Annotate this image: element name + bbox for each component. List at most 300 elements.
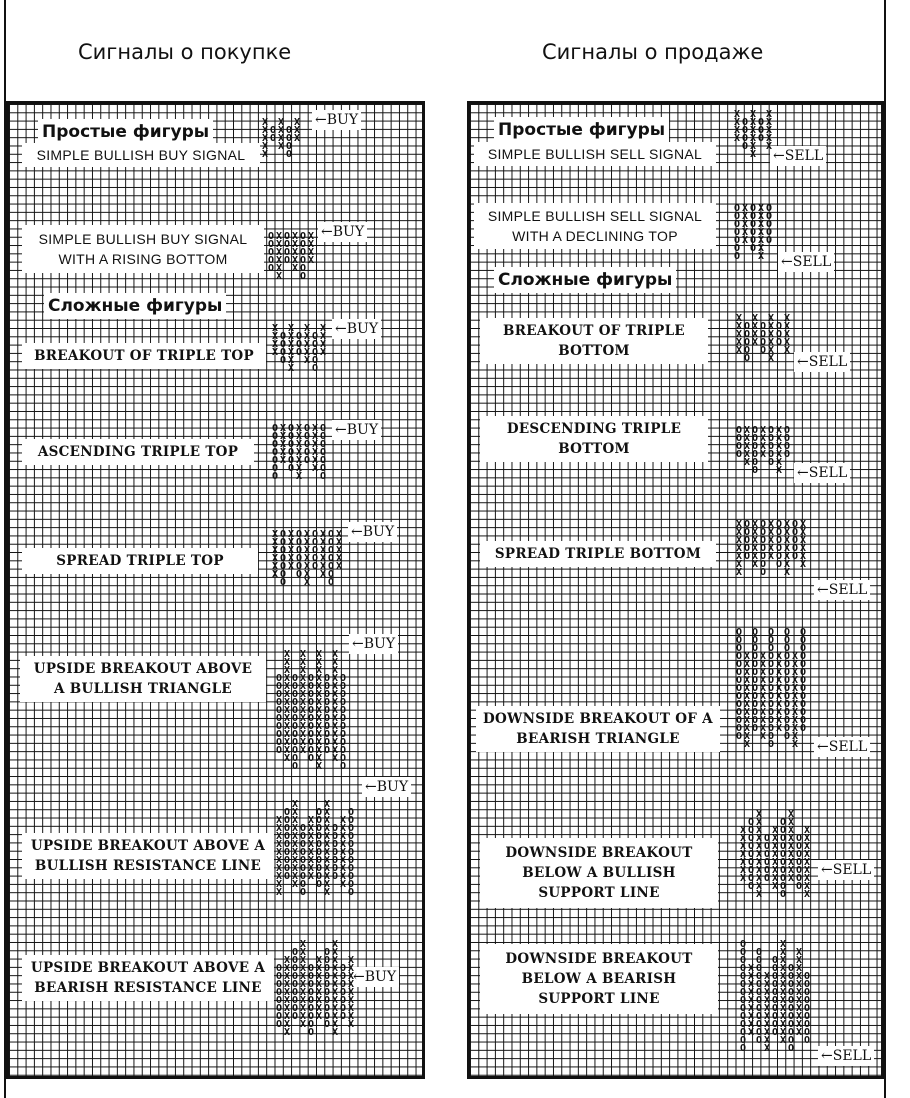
o-mark: O: [340, 963, 347, 974]
o-mark: O: [276, 745, 283, 756]
arrow-left-icon: ←: [817, 582, 829, 598]
o-mark: O: [756, 995, 763, 1006]
o-mark: O: [340, 681, 347, 692]
x-mark: X: [272, 569, 279, 580]
o-mark: O: [736, 691, 743, 702]
o-mark: O: [780, 873, 787, 884]
o-mark: O: [308, 963, 315, 974]
o-mark: O: [268, 239, 275, 250]
x-mark: X: [772, 833, 779, 844]
x-mark: X: [304, 561, 311, 572]
x-mark: X: [316, 745, 323, 756]
o-mark: O: [788, 995, 795, 1006]
o-mark: O: [752, 667, 759, 678]
x-mark: X: [312, 447, 319, 458]
sell-label-spread-triple-bottom-text: SPREAD TRIPLE BOTTOM: [494, 546, 702, 562]
o-mark: O: [316, 847, 323, 858]
buy-label-simple-bullish-text: SIMPLE BULLISH BUY SIGNAL: [36, 147, 246, 163]
o-mark: O: [296, 545, 303, 556]
o-mark: O: [752, 659, 759, 670]
buy-label-rising-bottom: [22, 225, 264, 273]
x-mark: X: [280, 431, 287, 442]
x-mark: X: [744, 675, 751, 686]
x-mark: X: [316, 649, 323, 660]
x-mark: X: [748, 995, 755, 1006]
x-mark: X: [760, 441, 767, 452]
arrow-left-icon: ←: [797, 465, 809, 481]
o-mark: O: [742, 125, 749, 136]
x-mark: X: [772, 881, 779, 892]
x-mark: X: [332, 657, 339, 668]
o-mark: O: [784, 659, 791, 670]
x-mark: X: [756, 881, 763, 892]
buy-signal-3-text: BUY: [346, 321, 379, 337]
x-mark: X: [796, 1003, 803, 1014]
x-mark: X: [340, 871, 347, 882]
o-mark: O: [768, 667, 775, 678]
o-mark: O: [772, 963, 779, 974]
x-mark: X: [316, 753, 323, 764]
x-mark: X: [740, 841, 747, 852]
buy-label-ascending-triple-top: [22, 439, 254, 465]
x-mark: X: [776, 723, 783, 734]
o-mark: O: [752, 457, 759, 468]
buy-pattern-1: [262, 118, 308, 160]
o-mark: O: [284, 239, 291, 250]
x-mark: X: [304, 537, 311, 548]
x-mark: X: [304, 569, 311, 580]
sell-pattern-7: [740, 810, 816, 904]
o-mark: O: [304, 439, 311, 450]
sell-label-declining-top-line1: SIMPLE BULLISH SELL SIGNAL: [487, 208, 703, 224]
x-mark: X: [300, 673, 307, 684]
o-mark: O: [760, 559, 767, 570]
o-mark: O: [308, 971, 315, 982]
o-mark: O: [784, 675, 791, 686]
x-mark: X: [776, 691, 783, 702]
o-mark: O: [766, 235, 773, 246]
x-mark: X: [772, 857, 779, 868]
o-mark: O: [312, 545, 319, 556]
arrow-left-icon: ←: [365, 779, 377, 795]
o-mark: O: [736, 651, 743, 662]
x-mark: X: [292, 263, 299, 274]
x-mark: X: [332, 1027, 339, 1038]
o-mark: O: [768, 731, 775, 742]
sell-label-bullish-support-line3: SUPPORT LINE: [538, 885, 660, 901]
x-mark: X: [292, 847, 299, 858]
x-mark: X: [742, 219, 749, 230]
o-mark: O: [296, 569, 303, 580]
x-mark: X: [744, 707, 751, 718]
x-mark: X: [792, 731, 799, 742]
x-mark: X: [780, 955, 787, 966]
x-mark: X: [280, 447, 287, 458]
o-mark: O: [316, 839, 323, 850]
x-mark: X: [276, 879, 283, 890]
x-mark: X: [288, 355, 295, 366]
o-mark: O: [758, 133, 765, 144]
buy-signal-8-text: BUY: [364, 969, 397, 985]
o-mark: O: [324, 745, 331, 756]
x-mark: X: [752, 321, 759, 332]
o-mark: O: [736, 723, 743, 734]
o-mark: O: [776, 519, 783, 530]
o-mark: O: [324, 705, 331, 716]
sell-label-bearish-triangle-line1: DOWNSIDE BREAKOUT OF A: [483, 711, 713, 727]
x-mark: X: [316, 987, 323, 998]
o-mark: O: [328, 577, 335, 588]
sell-pattern-5: [736, 520, 814, 582]
o-mark: O: [284, 839, 291, 850]
o-mark: O: [792, 543, 799, 554]
x-mark: X: [792, 723, 799, 734]
x-mark: X: [742, 211, 749, 222]
buy-signal-1: [312, 110, 361, 130]
o-mark: O: [768, 715, 775, 726]
x-mark: X: [788, 857, 795, 868]
x-mark: X: [748, 979, 755, 990]
x-mark: X: [332, 939, 339, 950]
x-mark: X: [776, 683, 783, 694]
buy-label-bullish-triangle-line2: A BULLISH TRIANGLE: [54, 681, 232, 697]
o-mark: O: [300, 887, 307, 898]
o-mark: O: [740, 1011, 747, 1022]
x-mark: X: [740, 865, 747, 876]
o-mark: O: [288, 439, 295, 450]
sell-signal-7: [818, 860, 874, 880]
o-mark: O: [736, 683, 743, 694]
o-mark: O: [292, 713, 299, 724]
x-mark: X: [316, 689, 323, 700]
x-mark: X: [308, 239, 315, 250]
o-mark: O: [324, 987, 331, 998]
o-mark: O: [788, 979, 795, 990]
o-mark: O: [750, 235, 757, 246]
x-mark: X: [320, 339, 327, 350]
x-mark: X: [340, 839, 347, 850]
x-mark: X: [276, 831, 283, 842]
arrow-left-icon: ←: [335, 321, 347, 337]
o-mark: O: [752, 449, 759, 460]
o-mark: O: [792, 519, 799, 530]
x-mark: X: [740, 873, 747, 884]
x-mark: X: [756, 833, 763, 844]
x-mark: X: [316, 657, 323, 668]
o-mark: O: [760, 321, 767, 332]
x-mark: X: [768, 535, 775, 546]
x-mark: X: [348, 987, 355, 998]
x-mark: X: [744, 699, 751, 710]
x-mark: X: [796, 971, 803, 982]
sell-signal-4: [794, 463, 850, 483]
o-mark: O: [300, 831, 307, 842]
x-mark: X: [784, 321, 791, 332]
o-mark: O: [276, 713, 283, 724]
x-mark: X: [340, 847, 347, 858]
o-mark: O: [792, 535, 799, 546]
x-mark: X: [284, 713, 291, 724]
o-mark: O: [300, 239, 307, 250]
o-mark: O: [768, 643, 775, 654]
buy-pattern-4: [272, 424, 332, 484]
sell-pattern-8: [740, 940, 816, 1058]
o-mark: O: [750, 219, 757, 230]
o-mark: O: [300, 879, 307, 890]
x-mark: X: [772, 873, 779, 884]
o-mark: O: [736, 449, 743, 460]
x-mark: X: [750, 125, 757, 136]
x-mark: X: [796, 947, 803, 958]
x-mark: X: [772, 841, 779, 852]
x-mark: X: [300, 721, 307, 732]
o-mark: O: [740, 963, 747, 974]
x-mark: X: [752, 337, 759, 348]
x-mark: X: [288, 537, 295, 548]
x-mark: X: [316, 1003, 323, 1014]
o-mark: O: [300, 855, 307, 866]
o-mark: O: [292, 753, 299, 764]
x-mark: X: [308, 839, 315, 850]
o-mark: O: [760, 345, 767, 356]
sell-signal-6: [814, 737, 870, 757]
x-mark: X: [734, 133, 741, 144]
o-mark: O: [316, 823, 323, 834]
buy-signal-7-text: BUY: [376, 779, 409, 795]
o-mark: O: [776, 527, 783, 538]
o-mark: O: [766, 211, 773, 222]
x-mark: X: [776, 659, 783, 670]
x-mark: X: [804, 873, 811, 884]
x-mark: X: [332, 987, 339, 998]
x-mark: X: [760, 723, 767, 734]
x-mark: X: [748, 963, 755, 974]
x-mark: X: [758, 227, 765, 238]
o-mark: O: [268, 263, 275, 274]
o-mark: O: [784, 731, 791, 742]
o-mark: O: [768, 441, 775, 452]
o-mark: O: [320, 463, 327, 474]
x-mark: X: [316, 737, 323, 748]
x-mark: X: [792, 699, 799, 710]
o-mark: O: [308, 697, 315, 708]
o-mark: O: [788, 963, 795, 974]
x-mark: X: [292, 255, 299, 266]
x-mark: X: [300, 713, 307, 724]
o-mark: O: [784, 691, 791, 702]
buy-signal-4: [332, 420, 381, 440]
o-mark: O: [804, 1011, 811, 1022]
x-mark: X: [760, 659, 767, 670]
o-mark: O: [324, 729, 331, 740]
buy-signal-5-text: BUY: [362, 524, 395, 540]
x-mark: X: [776, 457, 783, 468]
o-mark: O: [324, 697, 331, 708]
x-mark: X: [316, 665, 323, 676]
x-mark: X: [764, 1019, 771, 1030]
x-mark: X: [756, 857, 763, 868]
x-mark: X: [780, 1035, 787, 1046]
o-mark: O: [756, 963, 763, 974]
x-mark: X: [288, 331, 295, 342]
o-mark: O: [744, 329, 751, 340]
o-mark: O: [292, 673, 299, 684]
o-mark: O: [736, 699, 743, 710]
x-mark: X: [780, 995, 787, 1006]
x-mark: X: [736, 321, 743, 332]
o-mark: O: [312, 537, 319, 548]
o-mark: O: [768, 707, 775, 718]
sell-label-simple-bullish-text: SIMPLE BULLISH SELL SIGNAL: [487, 146, 703, 162]
o-mark: O: [292, 737, 299, 748]
x-mark: X: [288, 323, 295, 334]
x-mark: X: [276, 815, 283, 826]
x-mark: X: [300, 665, 307, 676]
sell-label-bullish-support-line2: BELOW A BULLISH: [522, 865, 676, 881]
o-mark: O: [300, 823, 307, 834]
o-mark: O: [736, 731, 743, 742]
sell-signal-6-text: SELL: [828, 739, 868, 755]
x-mark: X: [272, 529, 279, 540]
o-mark: O: [316, 879, 323, 890]
o-mark: O: [320, 423, 327, 434]
o-mark: O: [268, 255, 275, 266]
x-mark: X: [320, 331, 327, 342]
x-mark: X: [776, 675, 783, 686]
o-mark: O: [764, 841, 771, 852]
x-mark: X: [292, 863, 299, 874]
o-mark: O: [788, 1019, 795, 1030]
x-mark: X: [324, 799, 331, 810]
x-mark: X: [304, 339, 311, 350]
o-mark: O: [340, 673, 347, 684]
o-mark: O: [750, 203, 757, 214]
sell-signal-5-text: SELL: [828, 582, 868, 598]
o-mark: O: [736, 675, 743, 686]
x-mark: X: [784, 345, 791, 356]
x-mark: X: [262, 149, 269, 160]
x-mark: X: [744, 441, 751, 452]
x-mark: X: [776, 651, 783, 662]
o-mark: O: [748, 881, 755, 892]
o-mark: O: [324, 947, 331, 958]
o-mark: O: [756, 1003, 763, 1014]
x-mark: X: [288, 339, 295, 350]
x-mark: X: [316, 761, 323, 772]
x-mark: X: [788, 833, 795, 844]
x-mark: X: [308, 823, 315, 834]
x-mark: X: [740, 833, 747, 844]
o-mark: O: [780, 865, 787, 876]
x-mark: X: [748, 971, 755, 982]
o-mark: O: [348, 815, 355, 826]
x-mark: X: [336, 537, 343, 548]
o-mark: O: [744, 543, 751, 554]
x-mark: X: [332, 1019, 339, 1030]
o-mark: O: [320, 471, 327, 482]
o-mark: O: [284, 815, 291, 826]
x-mark: X: [294, 133, 301, 144]
o-mark: O: [744, 535, 751, 546]
x-mark: X: [800, 535, 807, 546]
x-mark: X: [750, 117, 757, 128]
x-mark: X: [284, 1003, 291, 1014]
x-mark: X: [800, 543, 807, 554]
o-mark: O: [308, 713, 315, 724]
x-mark: X: [316, 705, 323, 716]
x-mark: X: [320, 347, 327, 358]
x-mark: X: [284, 729, 291, 740]
x-mark: X: [272, 331, 279, 342]
x-mark: X: [300, 681, 307, 692]
o-mark: O: [272, 455, 279, 466]
x-mark: X: [284, 721, 291, 732]
o-mark: O: [764, 849, 771, 860]
o-mark: O: [788, 1035, 795, 1046]
x-mark: X: [744, 691, 751, 702]
o-mark: O: [348, 879, 355, 890]
x-mark: X: [284, 995, 291, 1006]
o-mark: O: [332, 871, 339, 882]
o-mark: O: [752, 425, 759, 436]
x-mark: X: [320, 537, 327, 548]
x-mark: X: [292, 799, 299, 810]
x-mark: X: [304, 577, 311, 588]
o-mark: O: [340, 737, 347, 748]
o-mark: O: [776, 337, 783, 348]
x-mark: X: [348, 971, 355, 982]
x-mark: X: [292, 839, 299, 850]
x-mark: X: [736, 535, 743, 546]
x-mark: X: [296, 463, 303, 474]
o-mark: O: [340, 705, 347, 716]
o-mark: O: [752, 675, 759, 686]
o-mark: O: [800, 667, 807, 678]
o-mark: O: [780, 841, 787, 852]
o-mark: O: [292, 971, 299, 982]
o-mark: O: [772, 1027, 779, 1038]
sell-label-bearish-triangle: [476, 706, 720, 752]
o-mark: O: [268, 231, 275, 242]
x-mark: X: [324, 879, 331, 890]
x-mark: X: [296, 439, 303, 450]
x-mark: X: [766, 117, 773, 128]
o-mark: O: [288, 447, 295, 458]
buy-label-simple-bullish: [22, 143, 260, 167]
o-mark: O: [276, 979, 283, 990]
x-mark: X: [308, 871, 315, 882]
x-mark: X: [756, 825, 763, 836]
x-mark: X: [780, 963, 787, 974]
o-mark: O: [768, 723, 775, 734]
o-mark: O: [756, 971, 763, 982]
x-mark: X: [758, 251, 765, 262]
x-mark: X: [300, 979, 307, 990]
x-mark: X: [332, 995, 339, 1006]
x-mark: X: [804, 857, 811, 868]
o-mark: O: [742, 133, 749, 144]
x-mark: X: [766, 133, 773, 144]
x-mark: X: [300, 657, 307, 668]
o-mark: O: [768, 425, 775, 436]
x-mark: X: [278, 117, 285, 128]
x-mark: X: [304, 553, 311, 564]
x-mark: X: [316, 963, 323, 974]
o-mark: O: [280, 529, 287, 540]
x-mark: X: [756, 889, 763, 900]
o-mark: O: [800, 627, 807, 638]
x-mark: X: [288, 545, 295, 556]
